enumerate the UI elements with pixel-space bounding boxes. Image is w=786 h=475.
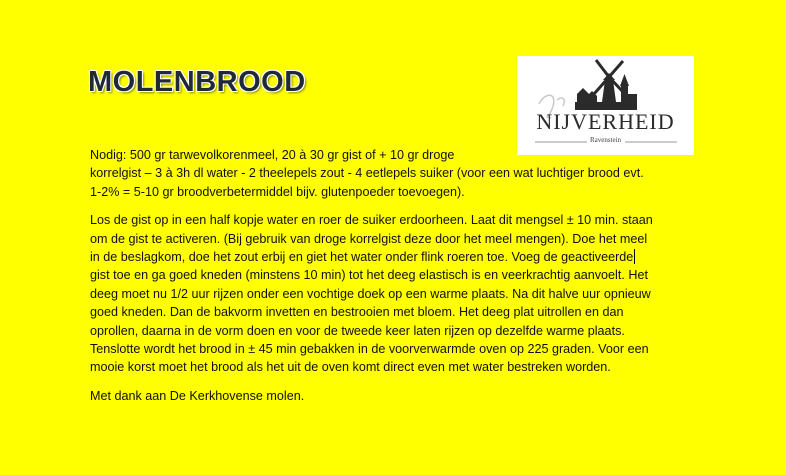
text-line: Met dank aan De Kerkhovense molen. <box>90 388 305 403</box>
text-line: oprollen, daarna in de vorm doen en voor de tweede keer laten rijzen op dezelfde warme plaats. <box>90 323 625 338</box>
text-line: 1-2% = 5-10 gr broodverbetermiddel bijv. glutenpoeder toevoegen). <box>90 184 465 199</box>
text-line: in de beslagkom, doe het zout erbij en giet het water onder flink roeren toe. Voeg de geactiveerde <box>90 250 634 265</box>
logo-name: NIJVERHEID <box>536 109 675 134</box>
text-line: korrelgist – 3 à 3h dl water - 2 theelepels zout - 4 eetlepels suiker (voor een wat luchtiger brood evt. <box>90 166 644 181</box>
text-line: Tenslotte wordt het brood in ± 45 min gebakken in de voorverwarmde oven op 225 graden. Voor een <box>90 342 649 357</box>
text-line: om de gist te activeren. (Bij gebruik van droge korrelgist deze door het meel mengen). Doe het meel <box>90 231 648 246</box>
page-title: MOLENBROOD <box>88 66 306 98</box>
text-line: Nodig: 500 gr tarwevolkorenmeel, 20 à 30 gr gist of + 10 gr droge <box>90 148 455 162</box>
ingredients-paragraph <box>90 146 710 201</box>
text-line: Los de gist op in een half kopje water en roer de suiker erdoorheen. Laat dit mengsel ± 10 min. staan <box>90 213 653 228</box>
logo-subtitle: Ravenstein <box>589 136 622 144</box>
text-line-with-cursor <box>90 248 710 266</box>
text-cursor <box>634 249 635 264</box>
credits-paragraph <box>90 387 710 405</box>
recipe-body <box>90 146 710 415</box>
nijverheid-logo <box>517 56 694 155</box>
text-line: gist toe en ga goed kneden (minstens 10 min) tot het deeg elastisch is en veerkrachtig aanvoelt. Het <box>90 268 648 283</box>
instructions-paragraph <box>90 211 710 377</box>
text-line: goed kneden. Dan de bakvorm invetten en bestrooien met bloem. Het deeg plat uitrollen en dan <box>90 305 624 320</box>
text-line: deeg moet nu 1/2 uur rijzen onder een vochtige doek op een warme plaats. Na dit halve uur opnieuw <box>90 286 651 301</box>
text-line: mooie korst moet het brood als het uit de oven komt direct even met water bestreken worden. <box>90 360 611 375</box>
